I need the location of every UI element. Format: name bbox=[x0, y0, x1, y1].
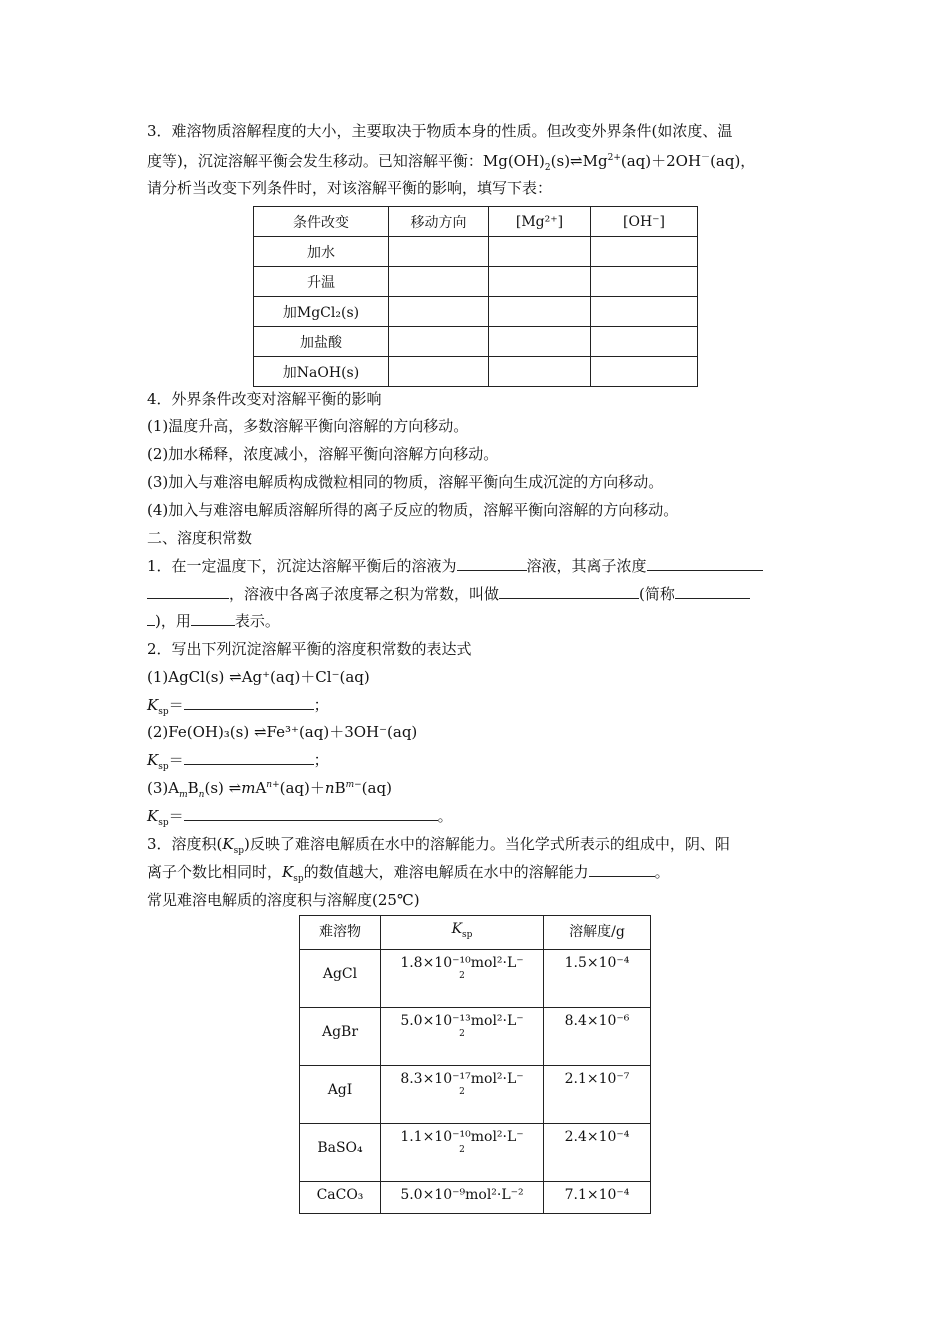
table-caption: 常见难溶电解质的溶度积与溶解度(25℃) bbox=[147, 891, 420, 909]
answer-cell[interactable] bbox=[389, 237, 489, 267]
ksp-line-2: $K_{sp}=$ ； bbox=[147, 751, 329, 772]
cell-sol: 2.4×10⁻⁴ bbox=[544, 1124, 651, 1182]
cell-name: CaCO₃ bbox=[300, 1182, 381, 1214]
row-label: 加盐酸 bbox=[254, 327, 389, 357]
answer-cell[interactable] bbox=[389, 357, 489, 387]
header-cell: 移动方向 bbox=[389, 207, 489, 237]
q3-line1: 3．溶度积$(K_{sp})$反映了难溶电解质在水中的溶解能力。当化学式所表示的组成中，阴、阳 bbox=[147, 835, 730, 856]
cell-sol: 7.1×10⁻⁴ bbox=[544, 1182, 651, 1214]
table-row bbox=[254, 237, 698, 267]
fill-blank[interactable] bbox=[184, 806, 438, 821]
answer-cell[interactable] bbox=[591, 237, 698, 267]
fill-blank[interactable] bbox=[457, 556, 527, 571]
cell-ksp: 5.0×10⁻¹³mol²·L⁻ 2 bbox=[381, 1008, 544, 1066]
row-label: 加水 bbox=[254, 237, 389, 267]
ksp-line-3: $K_{sp}=$ 。 bbox=[147, 807, 453, 828]
table-header-row bbox=[300, 916, 651, 950]
table-header-row bbox=[254, 207, 698, 237]
row-label: 加NaOH(s) bbox=[254, 357, 389, 387]
cell-name: AgI bbox=[300, 1066, 381, 1124]
answer-cell[interactable] bbox=[389, 267, 489, 297]
table-row bbox=[254, 327, 698, 357]
eq3: $(3)A_mB_n(s)$ $\rightleftharpoons mA^{n+}(aq)+nB^{m-}(aq)$ bbox=[147, 779, 392, 800]
table-row bbox=[300, 1182, 651, 1214]
fill-blank[interactable] bbox=[675, 584, 750, 599]
cell-ksp: 1.8×10⁻¹⁰mol²·L⁻ 2 bbox=[381, 950, 544, 1008]
fill-blank[interactable] bbox=[647, 556, 763, 571]
cell-sol: 2.1×10⁻⁷ bbox=[544, 1066, 651, 1124]
table-row bbox=[254, 297, 698, 327]
cell-name: AgCl bbox=[300, 950, 381, 1008]
cell-sol: 8.4×10⁻⁶ bbox=[544, 1008, 651, 1066]
table-row bbox=[300, 1066, 651, 1124]
q1-line2: ，溶液中各离子浓度幂之积为常数，叫做 (简称 bbox=[147, 584, 750, 604]
q1-line3: )，用 表示。 bbox=[147, 611, 280, 631]
cell-sol: 1.5×10⁻⁴ bbox=[544, 950, 651, 1008]
answer-cell[interactable] bbox=[591, 297, 698, 327]
cell-ksp: 5.0×10⁻⁹mol²·L⁻² bbox=[381, 1182, 544, 1214]
cell-name: BaSO₄ bbox=[300, 1124, 381, 1182]
fill-blank[interactable] bbox=[184, 695, 314, 710]
answer-cell[interactable] bbox=[489, 297, 591, 327]
answer-cell[interactable] bbox=[591, 357, 698, 387]
section-heading: 二、溶度积常数 bbox=[147, 529, 253, 547]
header-cell: 难溶物 bbox=[300, 916, 381, 950]
header-cell: [OH⁻] bbox=[591, 207, 698, 237]
answer-cell[interactable] bbox=[489, 267, 591, 297]
s4-item: (3)加入与难溶电解质构成微粒相同的物质，溶解平衡向生成沉淀的方向移动。 bbox=[147, 473, 664, 491]
s4-title: 4．外界条件改变对溶解平衡的影响 bbox=[147, 390, 382, 408]
header-cell: [Mg²⁺] bbox=[489, 207, 591, 237]
ksp-line-1: $K_{sp}=$ ； bbox=[147, 696, 329, 717]
answer-cell[interactable] bbox=[591, 267, 698, 297]
row-label: 升温 bbox=[254, 267, 389, 297]
header-cell: 条件改变 bbox=[254, 207, 389, 237]
fill-blank[interactable] bbox=[191, 611, 235, 626]
cell-ksp: 1.1×10⁻¹⁰mol²·L⁻ 2 bbox=[381, 1124, 544, 1182]
fill-blank[interactable] bbox=[147, 584, 229, 599]
header-cell: 溶解度/g bbox=[544, 916, 651, 950]
condition-table bbox=[253, 206, 698, 387]
eq2: (2)Fe(OH)₃(s) ⇌Fe³⁺(aq)＋3OH⁻(aq) bbox=[147, 723, 418, 741]
table-row bbox=[300, 1124, 651, 1182]
cell-ksp: 8.3×10⁻¹⁷mol²·L⁻ 2 bbox=[381, 1066, 544, 1124]
s3-line2: 度等)，沉淀溶解平衡会发生移动。已知溶解平衡：$Mg(OH)_2(s)\rightleftharpoons Mg^{2+}(aq)+2OH^-(aq)$， bbox=[147, 152, 756, 173]
q3-line2: 离子个数比相同时，$K_{sp}$的数值越大，难溶电解质在水中的溶解能力 。 bbox=[147, 863, 670, 884]
fill-blank[interactable] bbox=[499, 584, 639, 599]
q1-line1: 1．在一定温度下，沉淀达溶解平衡后的溶液为 溶液，其离子浓度 bbox=[147, 556, 763, 576]
answer-cell[interactable] bbox=[489, 357, 591, 387]
table-row bbox=[254, 357, 698, 387]
answer-cell[interactable] bbox=[389, 297, 489, 327]
fill-blank[interactable] bbox=[147, 611, 155, 626]
row-label: 加MgCl₂(s) bbox=[254, 297, 389, 327]
fill-blank[interactable] bbox=[184, 750, 314, 765]
s3-line1: 3．难溶物质溶解程度的大小，主要取决于物质本身的性质。但改变外界条件(如浓度、温 bbox=[147, 122, 733, 140]
answer-cell[interactable] bbox=[389, 327, 489, 357]
eq1: (1)AgCl(s) ⇌Ag⁺(aq)＋Cl⁻(aq) bbox=[147, 668, 370, 686]
cell-name: AgBr bbox=[300, 1008, 381, 1066]
table-row bbox=[254, 267, 698, 297]
equilibrium-arrow-icon: ⇌ bbox=[570, 152, 583, 170]
s4-item: (1)温度升高，多数溶解平衡向溶解的方向移动。 bbox=[147, 417, 469, 435]
s4-item: (2)加水稀释，浓度减小，溶解平衡向溶解方向移动。 bbox=[147, 445, 499, 463]
table-row bbox=[300, 1008, 651, 1066]
answer-cell[interactable] bbox=[591, 327, 698, 357]
ksp-table bbox=[299, 915, 651, 1214]
answer-cell[interactable] bbox=[489, 237, 591, 267]
q2-title: 2．写出下列沉淀溶解平衡的溶度积常数的表达式 bbox=[147, 640, 472, 658]
s4-item: (4)加入与难溶电解质溶解所得的离子反应的物质，溶解平衡向溶解的方向移动。 bbox=[147, 501, 679, 519]
table-row bbox=[300, 950, 651, 1008]
fill-blank[interactable] bbox=[589, 862, 655, 877]
header-cell: $K_{sp}$ bbox=[381, 916, 544, 950]
answer-cell[interactable] bbox=[489, 327, 591, 357]
s3-line3: 请分析当改变下列条件时，对该溶解平衡的影响，填写下表： bbox=[147, 179, 553, 197]
